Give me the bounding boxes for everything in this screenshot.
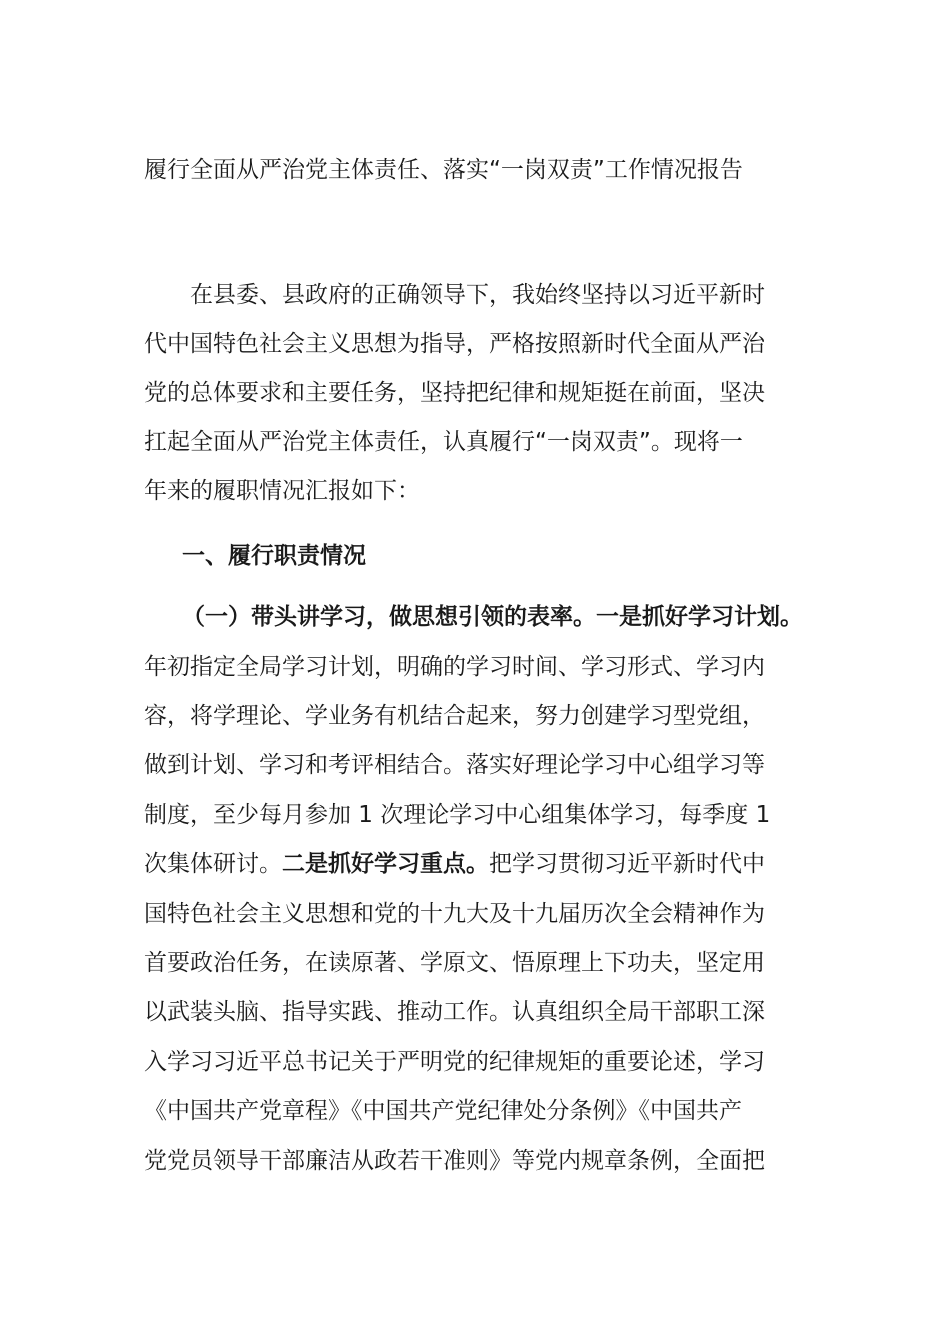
body-line: 首要政治任务，在读原著、学原文、悟原理上下功夫，坚定用 xyxy=(144,950,765,976)
point-label: 一是抓好学习计划。 xyxy=(596,604,803,630)
body-line: 做到计划、学习和考评相结合。落实好理论学习中心组学习等 xyxy=(144,752,765,778)
body-line: 年初指定全局学习计划，明确的学习时间、学习形式、学习内 xyxy=(144,654,765,680)
body-line: 国特色社会主义思想和党的十九大及十九届历次全会精神作为 xyxy=(144,901,765,927)
body-line: 党党员领导干部廉洁从政若干准则》等党内规章条例，全面把 xyxy=(144,1148,765,1174)
intro-line: 代中国特色社会主义思想为指导，严格按照新时代全面从严治 xyxy=(144,331,765,357)
point-label: 二是抓好学习重点。 xyxy=(282,851,489,877)
body-line-mixed xyxy=(144,848,765,880)
intro-line: 扛起全面从严治党主体责任，认真履行“一岗双责”。现将一 xyxy=(144,429,743,455)
document-title: 履行全面从严治党主体责任、落实“一岗双责”工作情况报告 xyxy=(144,157,743,183)
body-line: 《中国共产党章程》《中国共产党纪律处分条例》《中国共产 xyxy=(144,1098,742,1124)
intro-line: 在县委、县政府的正确领导下，我始终坚持以习近平新时 xyxy=(190,282,765,308)
body-line: 入学习习近平总书记关于严明党的纪律规矩的重要论述，学习 xyxy=(144,1049,765,1075)
body-text: 把学习贯彻习近平新时代中 xyxy=(489,851,765,877)
body-line: 容，将学理论、学业务有机结合起来，努力创建学习型党组， xyxy=(144,703,765,729)
subsection-heading-line xyxy=(182,601,803,633)
body-line: 以武装头脑、指导实践、推动工作。认真组织全局干部职工深 xyxy=(144,999,765,1025)
section-heading: 一、履行职责情况 xyxy=(182,543,366,569)
subsection-heading: （一）带头讲学习，做思想引领的表率。 xyxy=(182,604,596,630)
intro-line: 年来的履职情况汇报如下： xyxy=(144,478,420,504)
body-text: 次集体研讨。 xyxy=(144,851,282,877)
intro-line: 党的总体要求和主要任务，坚持把纪律和规矩挺在前面，坚决 xyxy=(144,380,765,406)
body-line: 制度，至少每月参加 1 次理论学习中心组集体学习，每季度 1 xyxy=(144,802,771,828)
